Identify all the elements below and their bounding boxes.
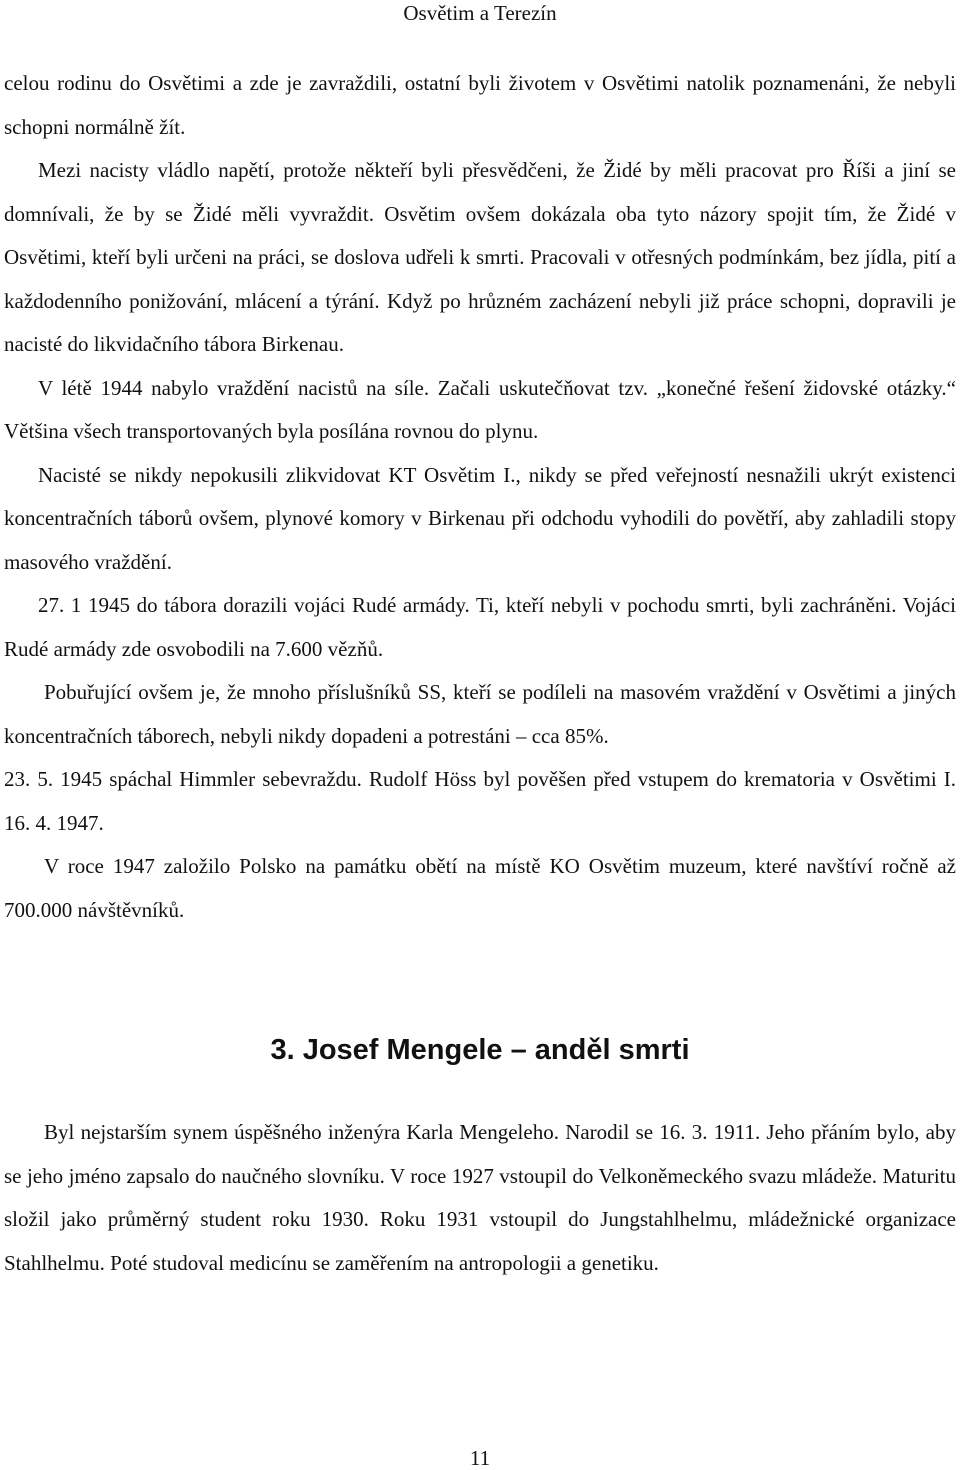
section-heading: 3. Josef Mengele – anděl smrti (270, 1034, 690, 1066)
paragraph: V roce 1947 založilo Polsko na památku obětí na místě KO Osvětim muzeum, které navštíví ročně až 700.000 návštěvníků. (4, 854, 956, 922)
paragraph: Byl nejstarším synem úspěšného inženýra Karla Mengeleho. Narodil se 16. 3. 1911. Jeho přáním bylo, aby se jeho jméno zapsalo do naučného slovníku. V roce 1927 vstoupil do Velkoněmeckého svazu mládeže. Maturitu složil jako průměrný student roku 1930. Roku 1931 vstoupil do Jungstahlhelmu, mládežnické organizace Stahlhelmu. Poté studoval medicínu se zaměřením na antropologii a genetiku. (4, 1120, 956, 1275)
section-body (4, 1111, 956, 1285)
paragraph: 23. 5. 1945 spáchal Himmler sebevraždu. Rudolf Höss byl pověšen před vstupem do krematoria v Osvětimi I. 16. 4. 1947. (4, 767, 956, 835)
paragraph: 27. 1 1945 do tábora dorazili vojáci Rudé armády. Ti, kteří nebyli v pochodu smrti, byli zachráněni. Vojáci Rudé armády zde osvobodili na 7.600 vězňů. (4, 593, 956, 661)
paragraph: Pobuřující ovšem je, že mnoho příslušníků SS, kteří se podíleli na masovém vraždění v Osvětimi a jiných koncentračních táborech, nebyli nikdy dopadeni a potrestáni – cca 85%. (4, 680, 956, 748)
running-header: Osvětim a Terezín (403, 1, 557, 25)
paragraph: Mezi nacisty vládlo napětí, protože někteří byli přesvědčeni, že Židé by měli pracovat pro Říši a jiní se domnívali, že by se Židé měli vyvraždit. Osvětim ovšem dokázala oba tyto názory spojit tím, že Židé v Osvětimi, kteří byli určeni na práci, se doslova udřeli k smrti. Pracovali v otřesných podmínkám, bez jídla, pití a každodenního ponižování, mlácení a týrání. Když po hrůzném zacházení nebyli již práce schopni, dopravili je nacisté do likvidačního tábora Birkenau. (4, 158, 956, 356)
page-number: 11 (469, 1446, 491, 1470)
paragraph: Nacisté se nikdy nepokusili zlikvidovat KT Osvětim I., nikdy se před veřejností nesnažili ukrýt existenci koncentračních táborů ovšem, plynové komory v Birkenau při odchodu vyhodili do povětří, aby zahladili stopy masového vraždění. (4, 462, 956, 574)
body-text-block (4, 62, 956, 932)
paragraph: celou rodinu do Osvětimi a zde je zavraždili, ostatní byli životem v Osvětimi natolik poznamenáni, že nebyli schopni normálně žít. (4, 71, 956, 139)
paragraph: V létě 1944 nabylo vraždění nacistů na síle. Začali uskutečňovat tzv. „konečné řešení židovské otázky.“ Většina všech transportovaných byla posílána rovnou do plynu. (4, 375, 956, 443)
